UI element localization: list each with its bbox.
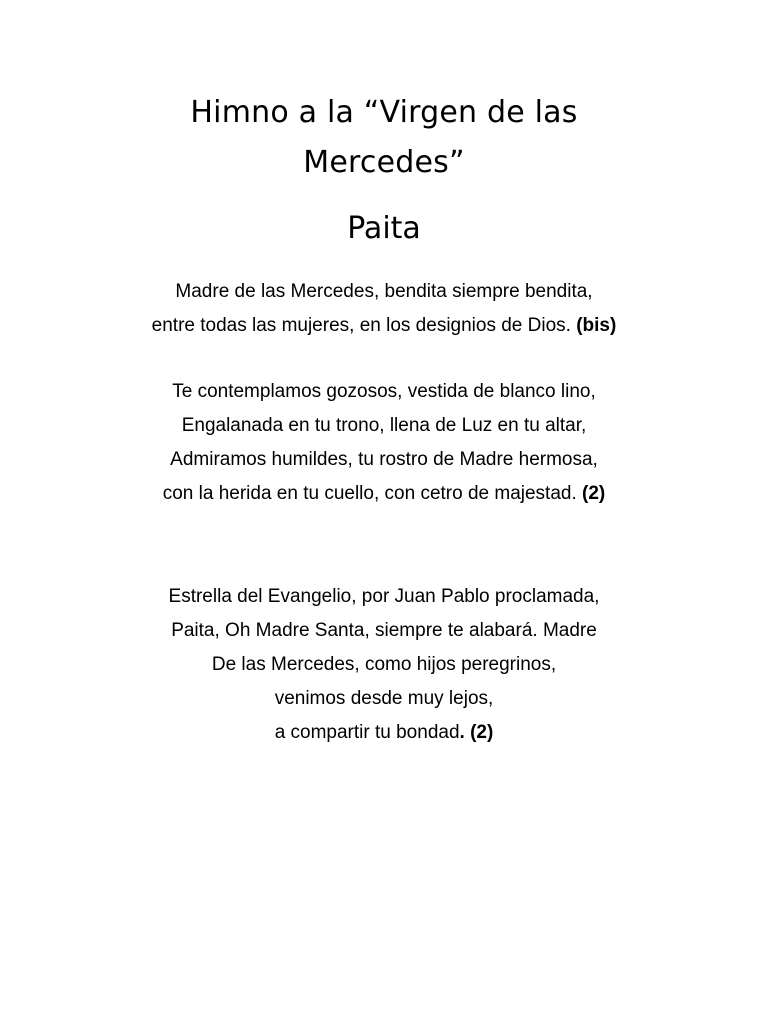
verse-line <box>0 477 768 511</box>
verse-line-text: entre todas las mujeres, en los designios de Dios. <box>151 315 577 336</box>
verse-line-text: Paita, Oh Madre Santa, siempre te alabará. Madre <box>171 620 597 641</box>
verse-1 <box>0 275 768 343</box>
verse-line-text: Madre de las Mercedes, bendita siempre bendita, <box>175 281 593 302</box>
verse-line-text: venimos desde muy lejos, <box>274 688 494 709</box>
verse-line <box>0 409 768 443</box>
hymn-title-line-1: Himno a la “Virgen de las <box>190 95 578 130</box>
verse-line-text: con la herida en tu cuello, con cetro de majestad. <box>162 483 583 504</box>
verse-line <box>0 580 768 614</box>
verse-line <box>0 375 768 409</box>
verse-line-text: De las Mercedes, como hijos peregrinos, <box>211 654 557 675</box>
verse-line <box>0 682 768 716</box>
verse-line-text: Te contemplamos gozosos, vestida de blanco lino, <box>172 381 596 402</box>
verse-line <box>0 716 768 750</box>
verse-line-marker: (2) <box>582 483 606 504</box>
hymn-title-line-2: Mercedes” <box>303 145 465 180</box>
verse-line-text: Engalanada en tu trono, llena de Luz en tu altar, <box>181 415 587 436</box>
verse-line-text: Estrella del Evangelio, por Juan Pablo proclamada, <box>168 586 600 607</box>
verse-line-text: a compartir tu bondad <box>274 722 460 743</box>
verse-2 <box>0 375 768 511</box>
hymn-subtitle: Paita <box>347 211 421 246</box>
verse-line-marker: . (2) <box>459 722 494 743</box>
verse-line-marker: (bis) <box>576 315 617 336</box>
verse-line <box>0 614 768 648</box>
verse-line <box>0 309 768 343</box>
verse-line <box>0 443 768 477</box>
hymn-title-block <box>0 88 768 254</box>
verse-line <box>0 275 768 309</box>
verse-line-text: Admiramos humildes, tu rostro de Madre hermosa, <box>170 449 598 470</box>
verse-3 <box>0 580 768 750</box>
verse-line <box>0 648 768 682</box>
